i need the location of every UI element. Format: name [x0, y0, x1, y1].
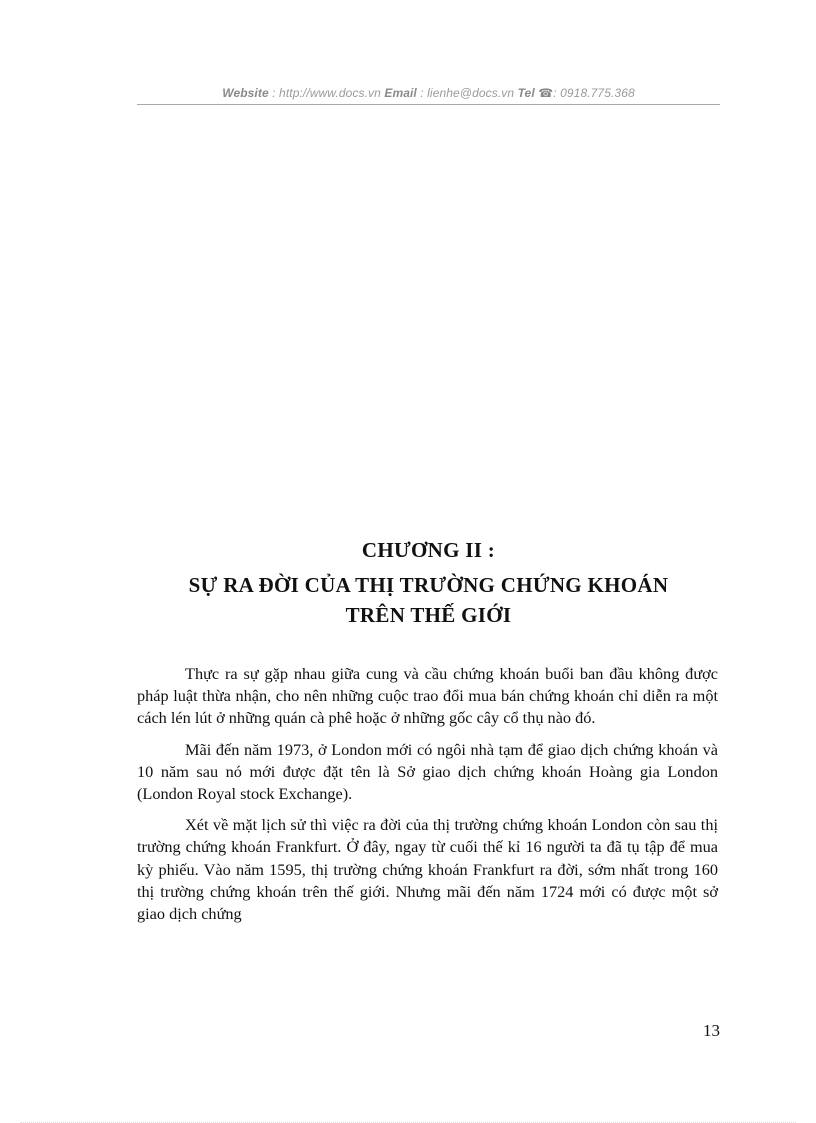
phone-icon: ☎ [538, 86, 554, 100]
email-label: Email [384, 86, 417, 100]
header-divider [137, 104, 720, 105]
website-label: Website [222, 86, 269, 100]
page-number: 13 [703, 1021, 720, 1040]
tel-value: : 0918.775.368 [553, 86, 635, 100]
paragraph: Thực ra sự gặp nhau giữa cung và cầu chứng khoán buổi ban đầu không được pháp luật thừa nhận, cho nên những cuộc trao đổi mua bán chứng khoán chỉ diễn ra một cách lén lút ở những quán cà phê hoặc ở những gốc cây cổ thụ nào đó. [137, 664, 718, 728]
chapter-number: CHƯƠNG II : [361, 538, 496, 562]
paragraph: Mãi đến năm 1973, ở London mới có ngôi nhà tạm để giao dịch chứng khoán và 10 năm sau nó mới được đặt tên là Sở giao dịch chứng khoán Hoàng gia London (London Royal stock Exchange). [137, 739, 718, 804]
website-value: : http://www.docs.vn [268, 86, 385, 100]
page-header [137, 86, 720, 100]
chapter-title-line-2: TRÊN THẾ GIỚI [345, 603, 512, 627]
email-value: : lienhe@docs.vn [416, 86, 518, 100]
tel-label: Tel [517, 86, 535, 100]
paragraph: Xét về mặt lịch sử thì việc ra đời của thị trường chứng khoán London còn sau thị trường chứng khoán Frankfurt. Ở đây, ngay từ cuối thế kỉ 16 người ta đã tụ tập để mua kỳ phiếu. Vào năm 1595, thị trường chứng khoán Frankfurt ra đời, sớm nhất trong 160 thị trường chứng khoán trên thế giới. Nhưng mãi đến năm 1724 mới có được một sở giao dịch chứng [137, 815, 718, 924]
body-text [137, 663, 718, 934]
chapter-title-line-1: SỰ RA ĐỜI CỦA THỊ TRƯỜNG CHỨNG KHOÁN [188, 573, 669, 597]
